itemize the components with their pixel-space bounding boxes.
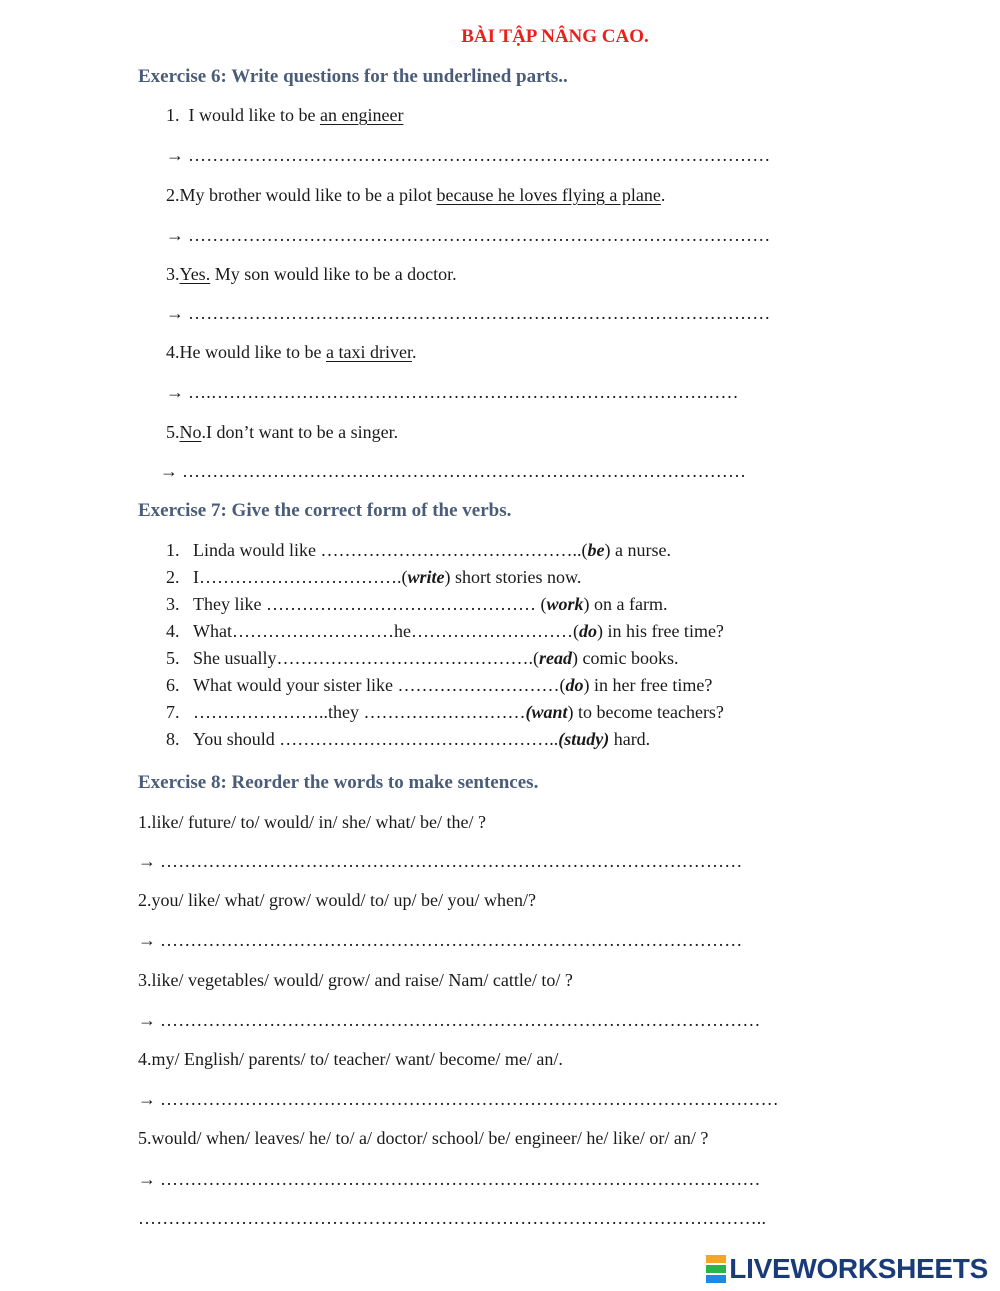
arrow-icon: →: [138, 930, 157, 950]
verb-hint: do: [565, 675, 584, 695]
logo-bar: [706, 1255, 726, 1263]
ex8-question-3: 3.like/ vegetables/ would/ grow/ and raise/ Nam/ cattle/ to/ ?: [138, 970, 573, 990]
ex6-q1-number: 1.: [166, 105, 180, 125]
ex7-item-7[interactable]: 7. …………………..they ………………………(want) to become teachers?: [166, 702, 724, 722]
ex7-item-2[interactable]: 2. I…………………………….(write) short stories now.: [166, 567, 582, 587]
ex6-answer-line-1[interactable]: → ……………………………………………………………………………………: [166, 145, 771, 165]
ex6-answer-line-3[interactable]: → ……………………………………………………………………………………: [166, 303, 771, 323]
ex8-answer-line-4[interactable]: → …………………………………………………………………………………………: [138, 1089, 779, 1109]
verb-hint: (want: [525, 702, 568, 722]
ex8-question-1: 1.like/ future/ to/ would/ in/ she/ what/ be/ the/ ?: [138, 812, 486, 832]
underlined-part: because he loves flying a plane: [436, 185, 661, 205]
verb-hint: read: [539, 648, 572, 668]
ex6-question-1: 1. I would like to be an engineer: [166, 105, 404, 125]
ex8-answer-line-5[interactable]: → ………………………………………………………………………………………: [138, 1169, 761, 1189]
verb-hint: work: [546, 594, 584, 614]
ex8-answer-line-3[interactable]: → ………………………………………………………………………………………: [138, 1010, 761, 1030]
exercise-6-heading: Exercise 6: Write questions for the underlined parts..: [138, 66, 568, 87]
ex7-item-1[interactable]: 1. Linda would like ……………………………………..(be) a nurse.: [166, 540, 671, 560]
underlined-part: Yes.: [179, 264, 211, 284]
liveworksheets-logo: [706, 1253, 988, 1285]
verb-hint: write: [407, 567, 445, 587]
ex7-item-4[interactable]: 4. What………………………he………………………(do) in his free time?: [166, 621, 724, 641]
logo-bar: [706, 1265, 726, 1273]
underlined-part: No: [179, 422, 202, 442]
liveworksheets-logo-icon: [706, 1254, 726, 1284]
ex8-answer-line-2[interactable]: → ……………………………………………………………………………………: [138, 930, 743, 950]
ex8-answer-line-5-continued[interactable]: …………………………………………………………………………………………..: [138, 1208, 767, 1228]
arrow-icon: →: [138, 1089, 157, 1109]
ex6-answer-line-4[interactable]: → ….……………………………………………………………………………: [166, 382, 739, 402]
ex8-answer-line-1[interactable]: → ……………………………………………………………………………………: [138, 851, 743, 871]
ex6-answer-line-5[interactable]: → …………………………………………………………………………………: [160, 461, 747, 481]
arrow-icon: →: [166, 303, 185, 323]
underlined-part: an engineer: [319, 105, 404, 125]
ex7-item-5[interactable]: 5. She usually…………………………………….(read) comic books.: [166, 648, 679, 668]
verb-hint: (study): [558, 729, 610, 749]
arrow-icon: →: [138, 1010, 157, 1030]
ex7-item-6[interactable]: 6. What would your sister like ………………………(do) in her free time?: [166, 675, 713, 695]
logo-bar: [706, 1275, 726, 1283]
ex6-question-2: 2.My brother would like to be a pilot because he loves flying a plane.: [166, 185, 666, 205]
ex6-question-4: 4.He would like to be a taxi driver.: [166, 342, 417, 362]
ex8-question-4: 4.my/ English/ parents/ to/ teacher/ want/ become/ me/ an/.: [138, 1049, 563, 1069]
arrow-icon: →: [160, 461, 179, 481]
logo-text: LIVEWORKSHEETS: [729, 1253, 988, 1284]
arrow-icon: →: [166, 225, 185, 245]
exercise-8-heading: Exercise 8: Reorder the words to make sentences.: [138, 772, 539, 793]
arrow-icon: →: [138, 851, 157, 871]
ex8-question-2: 2.you/ like/ what/ grow/ would/ to/ up/ be/ you/ when/?: [138, 890, 536, 910]
ex7-item-3[interactable]: 3. They like ……………………………………… (work) on a farm.: [166, 594, 668, 614]
ex6-answer-line-2[interactable]: → ……………………………………………………………………………………: [166, 225, 771, 245]
exercise-7-heading: Exercise 7: Give the correct form of the verbs.: [138, 500, 512, 521]
verb-hint: do: [578, 621, 597, 641]
arrow-icon: →: [166, 382, 185, 402]
ex7-item-8[interactable]: 8. You should ………………………………………..(study) hard.: [166, 729, 651, 749]
ex6-question-3: 3.Yes. My son would like to be a doctor.: [166, 264, 457, 284]
worksheet-title: BÀI TẬP NÂNG CAO.: [461, 26, 649, 47]
ex8-question-5: 5.would/ when/ leaves/ he/ to/ a/ doctor/ school/ be/ engineer/ he/ like/ or/ an/ ?: [138, 1128, 709, 1148]
arrow-icon: →: [138, 1169, 157, 1189]
arrow-icon: →: [166, 145, 185, 165]
verb-hint: be: [587, 540, 605, 560]
underlined-part: a taxi driver: [325, 342, 412, 362]
ex6-question-5: 5.No.I don’t want to be a singer.: [166, 422, 399, 442]
